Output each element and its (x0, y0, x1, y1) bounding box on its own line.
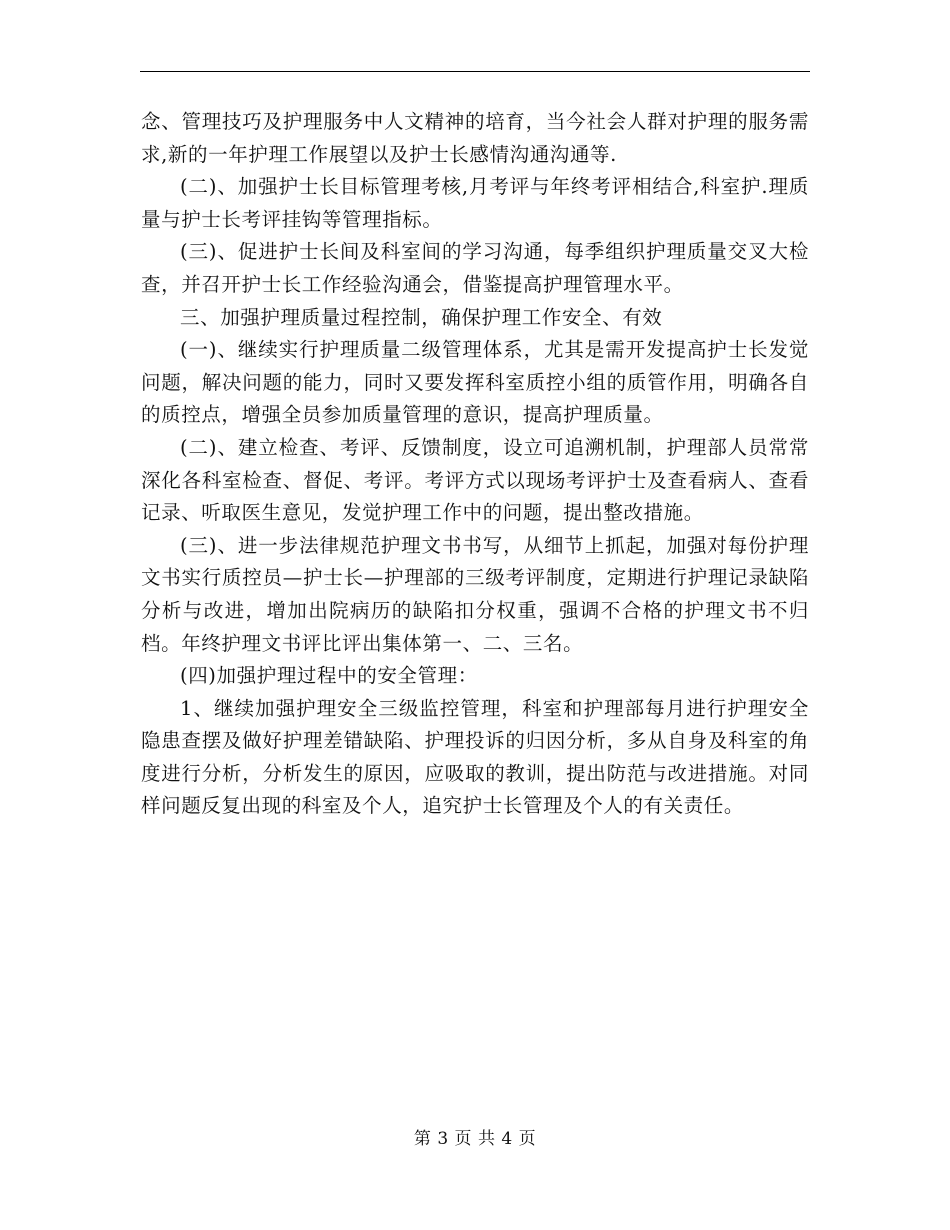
paragraph: (三)、促进护士长间及科室间的学习沟通，每季组织护理质量交叉大检查，并召开护士长工作经验沟通会，借鉴提高护理管理水平。 (141, 240, 809, 296)
page-footer (0, 1127, 950, 1151)
section-heading: 三、加强护理质量过程控制，确保护理工作安全、有效 (180, 305, 663, 329)
paragraph: 念、管理技巧及护理服务中人文精神的培育，当今社会人群对护理的服务需求,新的一年护理工作展望以及护士长感情沟通沟通等. (141, 110, 809, 166)
page-number: 第 3 页 共 4 页 (413, 1129, 537, 1149)
document-body (141, 106, 809, 823)
paragraph: (一)、继续实行护理质量二级管理体系，尤其是需开发提高护士长发觉问题，解决问题的能力，同时又要发挥科室质控小组的质管作用，明确各自的质控点，增强全员参加质量管理的意识，提高护理质量。 (141, 338, 809, 427)
paragraph: (二)、建立检查、考评、反馈制度，设立可追溯机制，护理部人员常常深化各科室检查、督促、考评。考评方式以现场考评护士及查看病人、查看记录、听取医生意见，发觉护理工作中的问题，提出整改措施。 (141, 435, 809, 525)
paragraph: (三)、进一步法律规范护理文书书写，从细节上抓起，加强对每份护理文书实行质控员—护士长—护理部的三级考评制度，定期进行护理记录缺陷分析与改进，增加出院病历的缺陷扣分权重，强调不合格的护理文书不归档。年终护理文书评比评出集体第一、二、三名。 (141, 533, 809, 655)
subsection-heading: (四)加强护理过程中的安全管理： (180, 664, 478, 688)
header-rule (140, 71, 810, 72)
paragraph: 1、继续加强护理安全三级监控管理，科室和护理部每月进行护理安全隐患查摆及做好护理差错缺陷、护理投诉的归因分析，多从自身及科室的角度进行分析，分析发生的原因，应吸取的教训，提出防范与改进措施。对同样问题反复出现的科室及个人，追究护士长管理及个人的有关责任。 (141, 696, 809, 818)
paragraph: (二)、加强护士长目标管理考核,月考评与年终考评相结合,科室护.理质量与护士长考评挂钩等管理指标。 (141, 175, 809, 231)
